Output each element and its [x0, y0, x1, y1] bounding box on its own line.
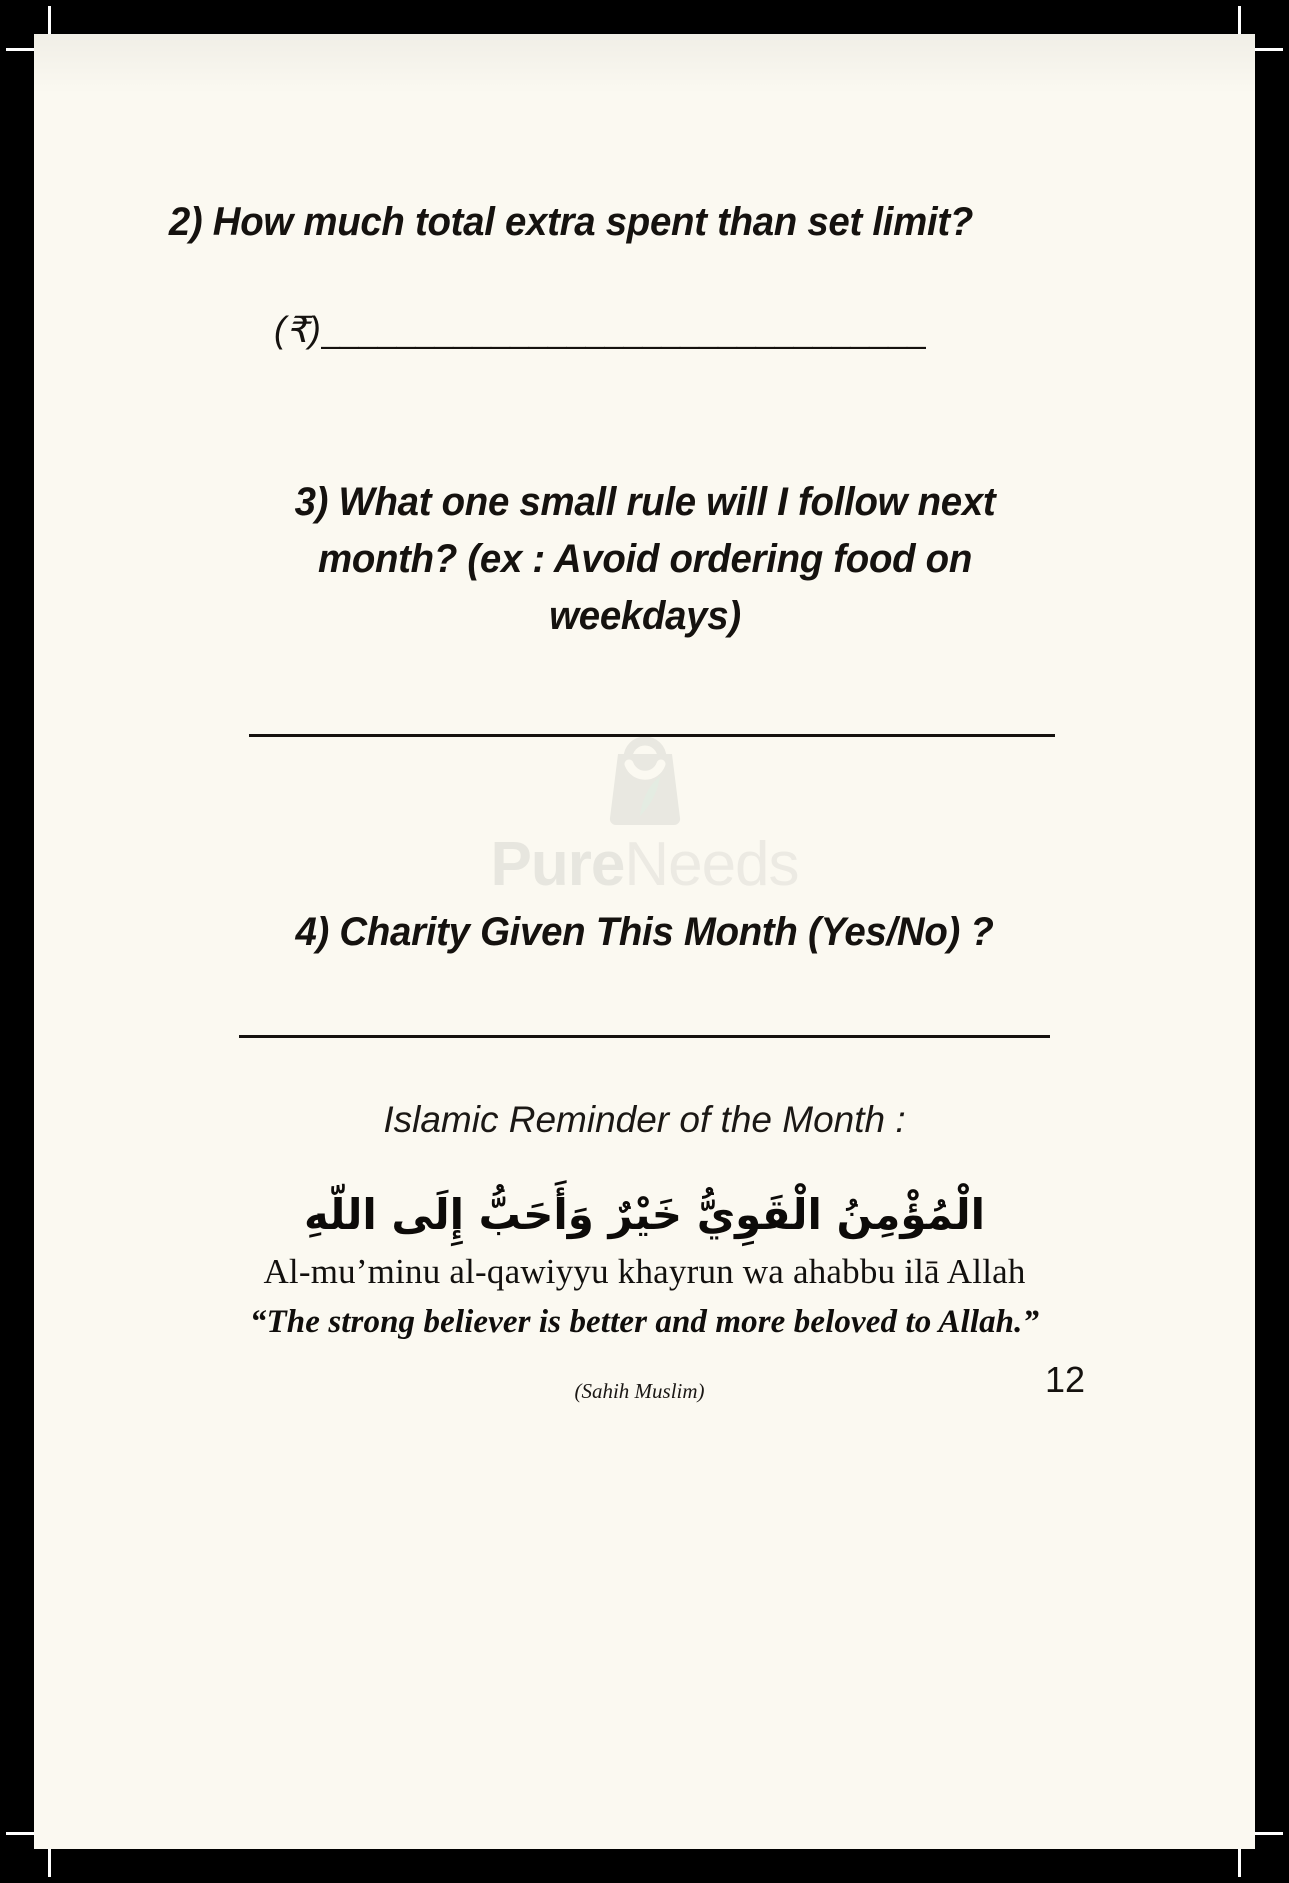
question-3-answer-rule[interactable] [249, 734, 1055, 737]
hadith-arabic-text: الْمُؤْمِنُ الْقَوِيُّ خَيْرٌ وَأَحَبُّ إِلَى اللّهِ [303, 1190, 985, 1239]
page-number: 12 [1044, 1359, 1085, 1400]
rupee-currency-label: (₹) [274, 309, 321, 350]
question-3-heading: 3) What one small rule will I follow next month? (ex : Avoid ordering food on weekdays) [294, 480, 995, 638]
question-2-block [114, 194, 1175, 251]
hadith-transliteration: Al-mu’minu al-qawiyyu khayrun wa ahabbu ilā Allah [263, 1252, 1026, 1291]
islamic-reminder-block [114, 1099, 1175, 1404]
question-3-block [114, 474, 1175, 644]
hadith-translation: “The strong believer is better and more beloved to Allah.” [249, 1304, 1040, 1340]
journal-page [34, 34, 1255, 1849]
islamic-reminder-title: Islamic Reminder of the Month : [383, 1099, 906, 1140]
question-4-answer-rule[interactable] [239, 1035, 1050, 1038]
page-content [34, 34, 1255, 1849]
watermark-brand-pure: Pure [490, 830, 625, 899]
question-4-block [114, 904, 1175, 961]
question-2-answer-row[interactable] [114, 309, 1175, 351]
hadith-source: (Sahih Muslim) [574, 1379, 705, 1403]
question-4-heading: 4) Charity Given This Month (Yes/No) ? [295, 910, 994, 954]
watermark-brand-needs: Needs [624, 830, 799, 899]
question-2-heading: 2) How much total extra spent than set limit? [168, 200, 974, 244]
question-2-answer-blank[interactable]: ________________________________ [320, 312, 926, 350]
